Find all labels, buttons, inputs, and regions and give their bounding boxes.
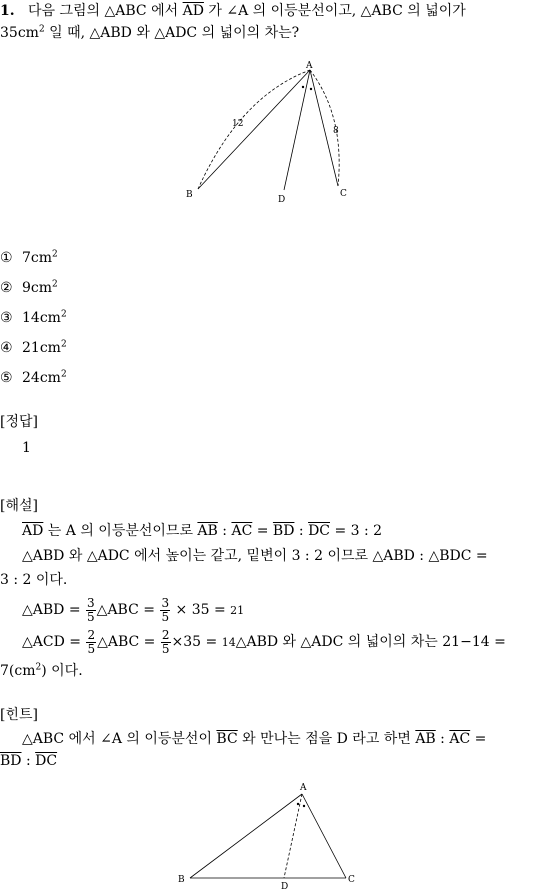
- superscript: 2: [52, 249, 58, 260]
- label-length-ab: 12: [232, 119, 244, 129]
- fraction-denominator: 5: [87, 609, 95, 624]
- angle-mark: [310, 88, 312, 90]
- superscript: 2: [60, 309, 67, 320]
- explanation-text: △ABC =: [97, 634, 160, 650]
- explanation-text: △ACD =: [22, 634, 86, 650]
- question-line-2: [0, 24, 299, 42]
- option-1[interactable]: [0, 249, 58, 267]
- fraction: [161, 629, 171, 656]
- option-text: 9cm: [22, 280, 53, 296]
- result-value: 14: [221, 636, 236, 649]
- answer-value: 1: [22, 440, 31, 456]
- option-5[interactable]: [0, 369, 67, 387]
- fraction-denominator: 5: [161, 641, 170, 656]
- option-text: 7cm: [22, 250, 53, 266]
- ratio-colon: :: [435, 731, 450, 747]
- superscript: 2: [60, 339, 67, 350]
- segment-ac: $\overline{AC}$: [449, 731, 471, 747]
- explanation-text: ×35 =: [171, 634, 222, 650]
- explanation-text: 7(cm: [0, 663, 36, 679]
- superscript: 2: [52, 279, 58, 290]
- label-length-ac: 8: [333, 126, 339, 136]
- fraction-denominator: 5: [87, 641, 96, 656]
- side-ab: [198, 70, 310, 189]
- explanation-line-4: [22, 596, 244, 625]
- option-marker: ③: [0, 310, 13, 326]
- option-marker: ④: [0, 340, 13, 356]
- question-text: 다음 그림의 △ABC 에서: [27, 3, 183, 19]
- triangle-figure-1: [180, 56, 350, 206]
- question-text: 35cm: [0, 25, 39, 41]
- label-a: A: [306, 61, 313, 71]
- explanation-text: = 3 : 2: [330, 523, 383, 539]
- angle-mark: [302, 86, 304, 88]
- explanation-line-2: △ABD 와 △ADC 에서 높이는 같고, 밑변이 3 : 2 이므로 △ABD : △BDC =: [22, 548, 488, 564]
- question-line-1: [0, 2, 466, 20]
- label-a: A: [300, 783, 307, 793]
- segment-bd: $\overline{BD}$: [0, 753, 22, 769]
- explanation-text: △ABD =: [22, 602, 86, 618]
- hint-line-1: [22, 730, 486, 748]
- label-b: B: [178, 875, 185, 885]
- angle-mark: [297, 803, 299, 805]
- segment-ab: $\overline{AB}$: [415, 731, 436, 747]
- side-ab: [190, 794, 302, 878]
- question-text: 가 ∠A 의 이등분선이고, △ABC 의 넓이가: [203, 3, 466, 19]
- ratio-colon: :: [294, 523, 309, 539]
- option-text: 21cm: [22, 340, 61, 356]
- explanation-text: △ABC =: [96, 602, 160, 618]
- segment-bd: $\overline{BD}$: [272, 523, 295, 539]
- label-c: C: [348, 875, 355, 885]
- explanation-line-3: 3 : 2 이다.: [0, 572, 68, 588]
- side-ac: [302, 794, 346, 878]
- segment-bc: $\overline{BC}$: [216, 731, 238, 747]
- option-marker: ⑤: [0, 370, 13, 386]
- segment-dc: $\overline{DC}$: [308, 523, 330, 539]
- answer-heading: [정답]: [0, 414, 38, 430]
- result-value: 21: [230, 604, 245, 617]
- bisector-ad: [284, 794, 302, 878]
- explanation-text: △ABD 와 △ADC 의 넓이의 차는 21−14 =: [235, 634, 506, 650]
- segment-ad: $\overline{AD}$: [22, 523, 44, 539]
- hint-text: 와 만나는 점을 D 라고 하면: [237, 731, 416, 747]
- fraction-numerator: 2: [161, 627, 170, 642]
- segment-dc: $\overline{DC}$: [35, 753, 58, 769]
- triangle-figure-2: [170, 780, 370, 890]
- option-4[interactable]: [0, 339, 67, 357]
- explanation-line-5: [22, 628, 506, 657]
- fraction: [160, 597, 170, 624]
- hint-line-2: [0, 752, 57, 770]
- fraction: [86, 629, 96, 656]
- option-text: 24cm: [22, 370, 61, 386]
- bisector-ad: [284, 70, 310, 190]
- hint-text: △ABC 에서 ∠A 의 이등분선이: [22, 731, 217, 747]
- fraction-numerator: 3: [161, 595, 170, 610]
- label-b: B: [186, 190, 193, 200]
- superscript: 2: [60, 369, 67, 380]
- explanation-line-6: [0, 662, 83, 680]
- explanation-text: ) 이다.: [41, 663, 83, 679]
- label-d: D: [281, 882, 289, 890]
- ratio-colon: :: [21, 753, 36, 769]
- ratio-colon: :: [217, 523, 232, 539]
- question-text: 일 때, △ABD 와 △ADC 의 넓이의 차는?: [44, 25, 300, 41]
- option-text: 14cm: [22, 310, 61, 326]
- option-2[interactable]: [0, 279, 58, 297]
- label-c: C: [340, 189, 347, 199]
- option-marker: ①: [0, 250, 13, 266]
- segment-ad: $\overline{AD}$: [182, 3, 204, 19]
- question-number: 1.: [0, 3, 15, 19]
- explanation-text: 는 A 의 이등분선이므로: [43, 523, 198, 539]
- hint-heading: [힌트]: [0, 707, 38, 723]
- explanation-line-1: [22, 522, 382, 540]
- angle-mark: [303, 805, 305, 807]
- superscript: 2: [38, 24, 45, 35]
- fraction: [86, 597, 96, 624]
- superscript: 2: [35, 662, 42, 673]
- label-d: D: [278, 195, 286, 205]
- option-marker: ②: [0, 280, 13, 296]
- segment-ab: $\overline{AB}$: [197, 523, 218, 539]
- equals-sign: =: [252, 523, 273, 539]
- fraction-numerator: 3: [87, 595, 95, 610]
- equals-sign: =: [470, 731, 487, 747]
- segment-ac: $\overline{AC}$: [231, 523, 253, 539]
- explanation-text: × 35 =: [171, 602, 231, 618]
- option-3[interactable]: [0, 309, 67, 327]
- fraction-numerator: 2: [87, 627, 96, 642]
- explanation-heading: [해설]: [0, 498, 38, 514]
- fraction-denominator: 5: [161, 609, 170, 624]
